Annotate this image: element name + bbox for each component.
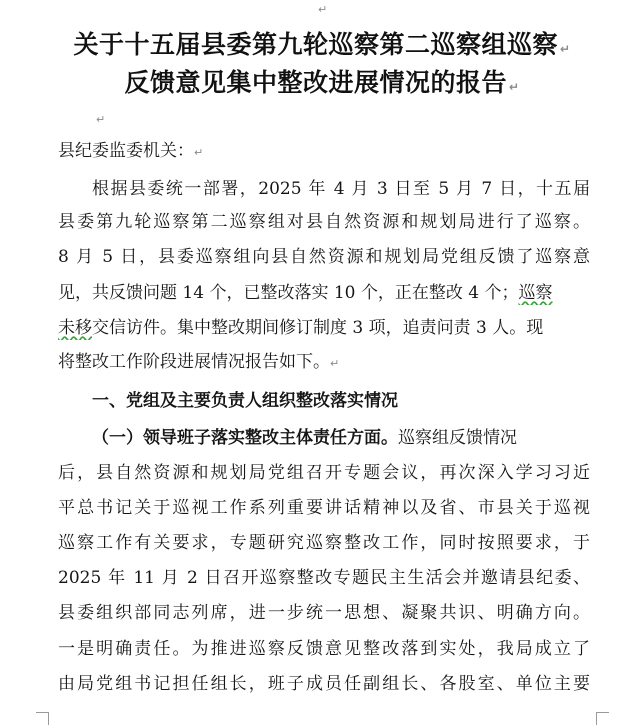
- title-line-2: 反馈意见集中整改进展情况的报告 ↵: [124, 68, 520, 97]
- para1-line-4: 见，共反馈问题 14 个，已整改落实 10 个，正在整改 4 个；巡察: [58, 283, 553, 303]
- title-line-1: 关于十五届县委第九轮巡察第二巡察组巡察 ↵: [73, 30, 571, 59]
- para2-line-3: 平总书记关于巡视工作系列重要讲话精神以及省、市县关于巡视: [58, 498, 590, 518]
- para1-line-5: 未移交信访件。集中整改期间修订制度 3 项，追责问责 3 人。现: [58, 318, 544, 338]
- para1-line-1: 根据县委统一部署，2025 年 4 月 3 日至 5 月 7 日，十五届: [92, 179, 590, 199]
- para2-line-6: 县委组织部同志列席，进一步统一思想、凝聚共识、明确方向。: [58, 603, 590, 623]
- crop-mark-bottom-right: [596, 712, 609, 725]
- spellcheck-underline: 未移: [58, 318, 92, 338]
- para2-line-4: 巡察工作有关要求，专题研究巡察整改工作，同时按照要求，于: [58, 533, 590, 553]
- para2-line-7: 一是明确责任。为推进巡察反馈意见整改落到实处，我局成立了: [58, 639, 590, 659]
- para2-line-8: 由局党组书记担任组长，班子成员任副组长、各股室、单位主要: [58, 674, 590, 694]
- spellcheck-underline: 巡察: [518, 283, 553, 303]
- section-heading: 一、党组及主要负责人组织整改落实情况: [92, 391, 398, 411]
- paragraph-mark: ↵: [96, 113, 106, 126]
- para2-line-5: 2025 年 11 月 2 日召开巡察整改专题民主生活会并邀请县纪委、: [58, 568, 590, 588]
- para1-line-2: 县委第九轮巡察第二巡察组对县自然资源和规划局进行了巡察。: [58, 212, 590, 232]
- salutation: 县纪委监委机关：↵: [58, 141, 204, 161]
- crop-mark-bottom-left: [36, 712, 49, 725]
- para1-line-3: 8 月 5 日，县委巡察组向县自然资源和规划局党组反馈了巡察意: [58, 247, 590, 267]
- para1-line-6: 将整改工作阶段进展情况报告如下。↵: [58, 352, 340, 372]
- para2-line-1: （一）领导班子落实整改主体责任方面。巡察组反馈情况: [92, 428, 517, 448]
- paragraph-mark: ↵: [318, 3, 328, 16]
- para2-line-2: 后，县自然资源和规划局党组召开专题会议，再次深入学习习近: [58, 463, 590, 483]
- subsection-heading: （一）领导班子落实整改主体责任方面。: [92, 428, 398, 448]
